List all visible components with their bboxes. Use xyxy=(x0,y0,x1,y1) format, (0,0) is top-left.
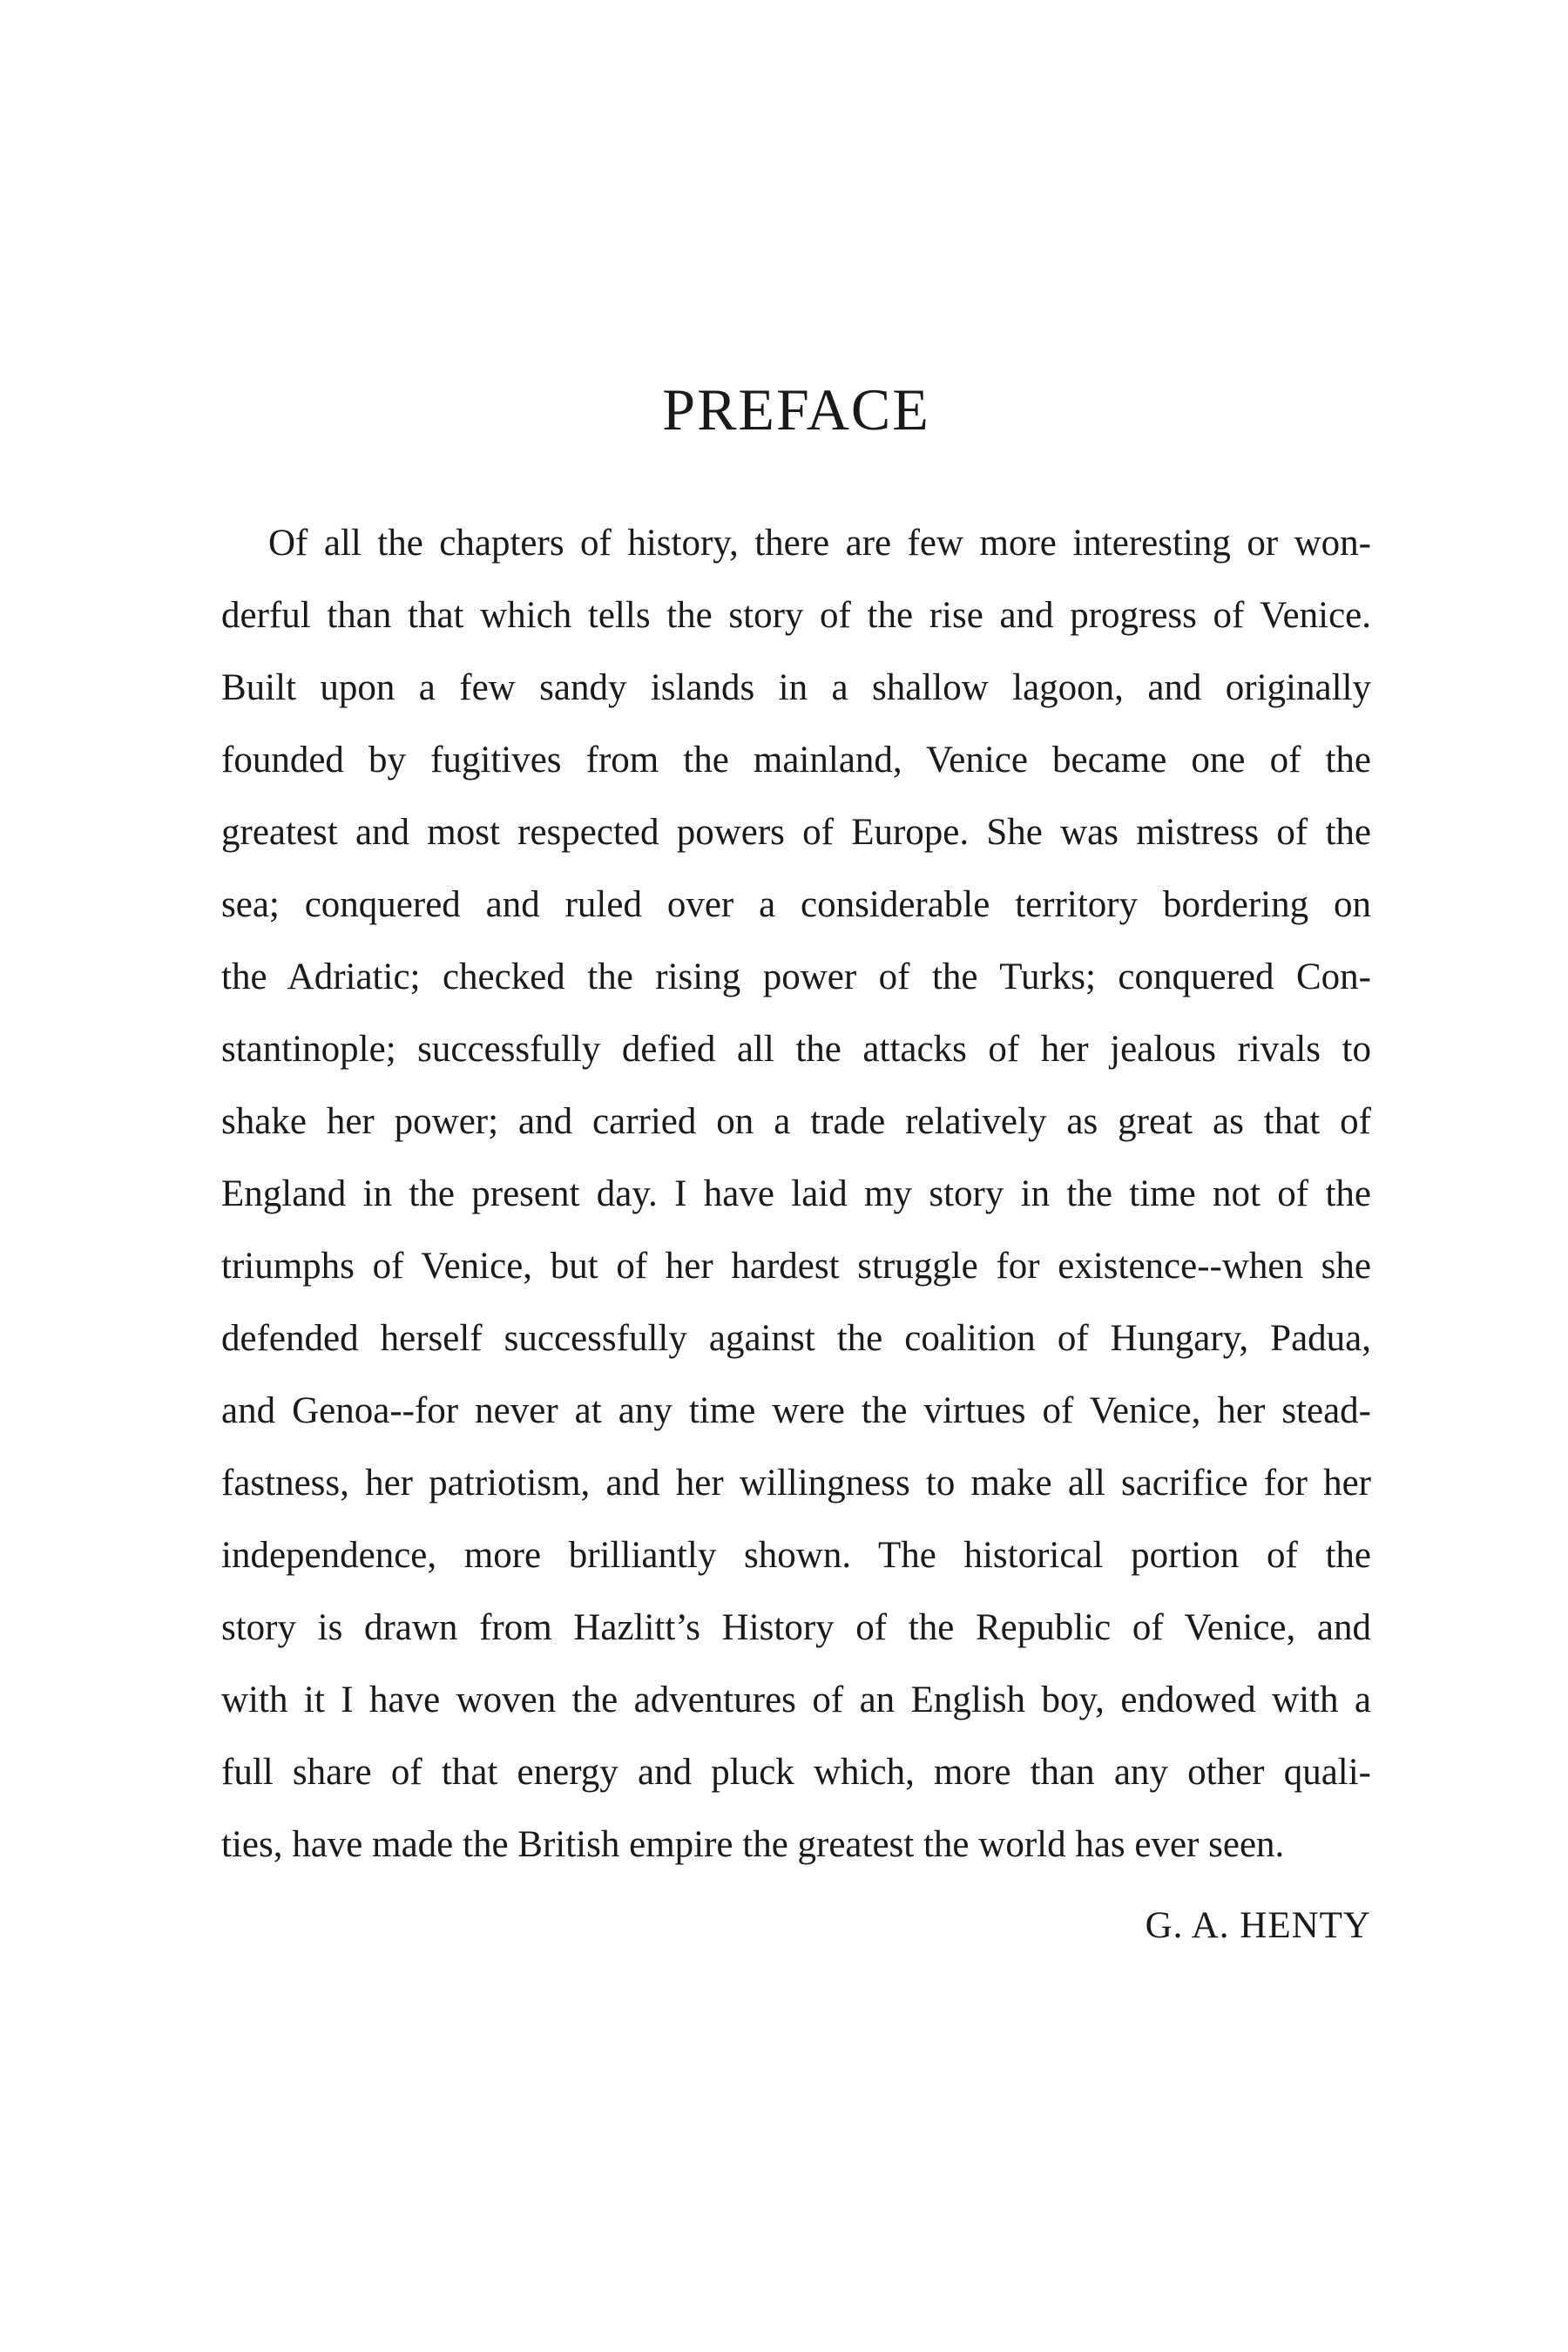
text-line: ties, have made the British empire the greatest the world has ever seen. xyxy=(221,1823,1285,1865)
text-line: and Genoa--for never at any time were the virtues of Venice, her stead- xyxy=(221,1389,1371,1431)
text-line: Of all the chapters of history, there are few more interesting or won- xyxy=(268,522,1371,564)
text-line: the Adriatic; checked the rising power of the Turks; conquered Con- xyxy=(221,956,1371,997)
text-line: fastness, her patriotism, and her willingness to make all sacrifice for her xyxy=(221,1462,1371,1504)
text-line: story is drawn from Hazlitt’s History of the Republic of Venice, and xyxy=(221,1606,1371,1648)
text-line: Built upon a few sandy islands in a shallow lagoon, and originally xyxy=(221,666,1371,708)
author-signature: G. A. HENTY xyxy=(1145,1904,1371,1946)
text-line: triumphs of Venice, but of her hardest struggle for existence--when she xyxy=(221,1245,1371,1287)
preface-page xyxy=(221,375,1371,1962)
text-line: independence, more brilliantly shown. The historical portion of the xyxy=(221,1534,1371,1576)
text-line: defended herself successfully against the coalition of Hungary, Padua, xyxy=(221,1317,1371,1359)
preface-body xyxy=(221,507,1371,1881)
text-line: shake her power; and carried on a trade relatively as great as that of xyxy=(221,1100,1371,1142)
text-line: full share of that energy and pluck which, more than any other quali- xyxy=(221,1751,1371,1793)
text-line: stantinople; successfully defied all the attacks of her jealous rivals to xyxy=(221,1028,1371,1070)
text-line: England in the present day. I have laid my story in the time not of the xyxy=(221,1173,1371,1214)
text-line: sea; conquered and ruled over a considerable territory bordering on xyxy=(221,883,1371,925)
page-title: PREFACE xyxy=(662,376,930,443)
text-line: founded by fugitives from the mainland, Venice became one of the xyxy=(221,739,1371,781)
text-line: greatest and most respected powers of Europe. She was mistress of the xyxy=(221,811,1371,853)
text-line: with it I have woven the adventures of an English boy, endowed with a xyxy=(221,1679,1371,1720)
text-line: derful than that which tells the story of the rise and progress of Venice. xyxy=(221,594,1371,636)
